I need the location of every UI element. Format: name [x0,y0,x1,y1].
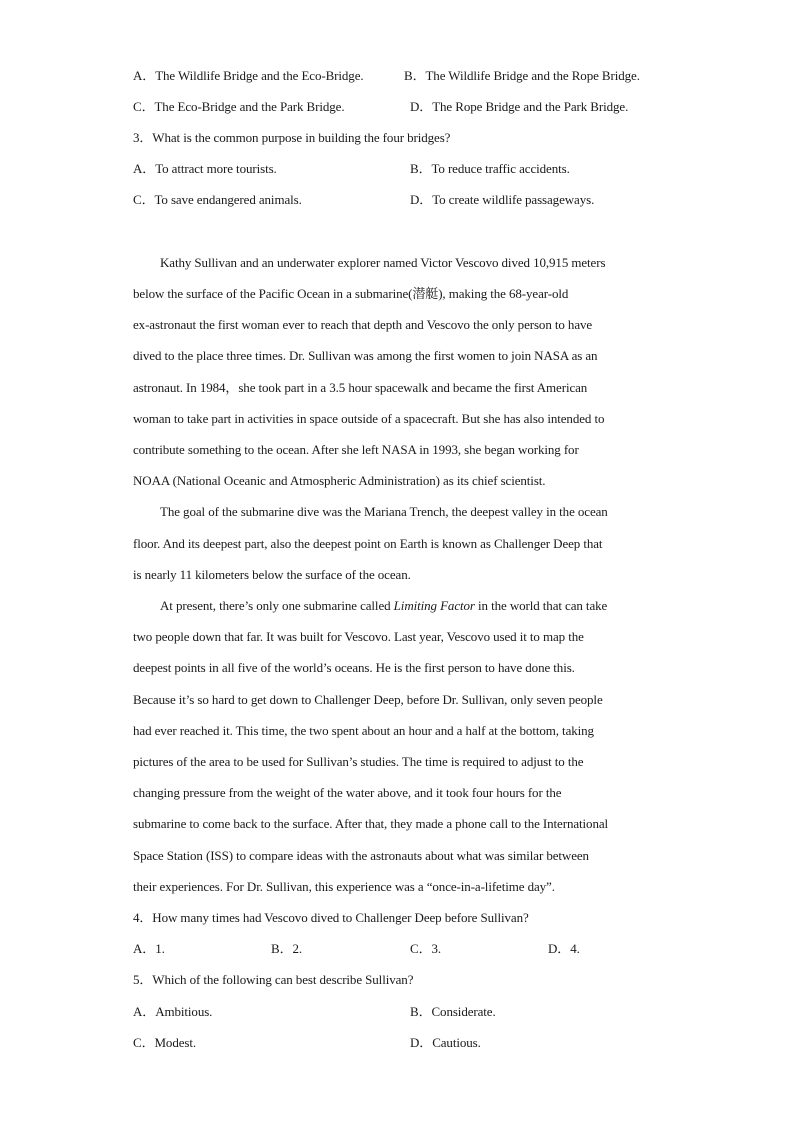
passage-line: changing pressure from the weight of the water above, and it took four hours for the [133,785,562,800]
q5-question: 5．Which of the following can best describe Sullivan? [133,972,414,987]
passage-line: their experiences. For Dr. Sullivan, this experience was a “once-in-a-lifetime day”. [133,879,555,894]
submarine-name: Limiting Factor [393,598,475,613]
q4-option-c: C．3. [410,941,442,956]
passage-line: contribute something to the ocean. After she left NASA in 1993, she began working for [133,442,579,457]
passage-line: woman to take part in activities in space outside of a spacecraft. But she has also intended to [133,411,605,426]
q5-option-a: A．Ambitious. [133,1004,213,1019]
q2-option-a: A．The Wildlife Bridge and the Eco-Bridge. [133,68,364,83]
q3-option-b: B．To reduce traffic accidents. [410,161,570,176]
passage-line: pictures of the area to be used for Sullivan’s studies. The time is required to adjust to the [133,754,584,769]
passage-line: The goal of the submarine dive was the Mariana Trench, the deepest valley in the ocean [160,504,608,519]
passage-text: in the world that can take [474,598,608,613]
passage-line: is nearly 11 kilometers below the surface of the ocean. [133,567,411,582]
passage-text: At present, there’s only one submarine called [160,598,394,613]
q5-option-c: C．Modest. [133,1035,197,1050]
passage-line: astronaut. In 1984，she took part in a 3.5 hour spacewalk and became the first American [133,380,588,395]
passage-line: dived to the place three times. Dr. Sullivan was among the first women to join NASA as an [133,348,598,363]
q4-option-d: D．4. [548,941,580,956]
q5-option-d: D．Cautious. [410,1035,481,1050]
passage-line: two people down that far. It was built for Vescovo. Last year, Vescovo used it to map the [133,629,584,644]
passage-line: Space Station (ISS) to compare ideas with the astronauts about what was similar between [133,848,589,863]
passage-line: NOAA (National Oceanic and Atmospheric Administration) as its chief scientist. [133,473,546,488]
q5-option-b: B．Considerate. [410,1004,496,1019]
q3-option-c: C．To save endangered animals. [133,192,302,207]
q4-question: 4．How many times had Vescovo dived to Challenger Deep before Sullivan? [133,910,529,925]
q2-option-c: C．The Eco-Bridge and the Park Bridge. [133,99,345,114]
q4-option-a: A．1. [133,941,165,956]
passage-line: Because it’s so hard to get down to Challenger Deep, before Dr. Sullivan, only seven people [133,692,603,707]
passage-line: ex-astronaut the first woman ever to reach that depth and Vescovo the only person to have [133,317,593,332]
q3-question: 3．What is the common purpose in building the four bridges? [133,130,451,145]
q4-option-b: B．2. [271,941,303,956]
passage-line: had ever reached it. This time, the two spent about an hour and a half at the bottom, taking [133,723,594,738]
q3-option-d: D．To create wildlife passageways. [410,192,595,207]
passage-line [160,598,607,614]
q2-option-d: D．The Rope Bridge and the Park Bridge. [410,99,629,114]
q2-option-b: B．The Wildlife Bridge and the Rope Bridge. [404,68,640,83]
passage-line: submarine to come back to the surface. After that, they made a phone call to the International [133,816,609,831]
passage-line: below the surface of the Pacific Ocean in a submarine(潜艇), making the 68-year-old [133,286,569,301]
q3-option-a: A．To attract more tourists. [133,161,277,176]
passage-line: floor. And its deepest part, also the deepest point on Earth is known as Challenger Deep that [133,536,603,551]
passage-line: Kathy Sullivan and an underwater explorer named Victor Vescovo dived 10,915 meters [160,255,606,270]
passage-line: deepest points in all five of the world’s oceans. He is the first person to have done this. [133,660,575,675]
